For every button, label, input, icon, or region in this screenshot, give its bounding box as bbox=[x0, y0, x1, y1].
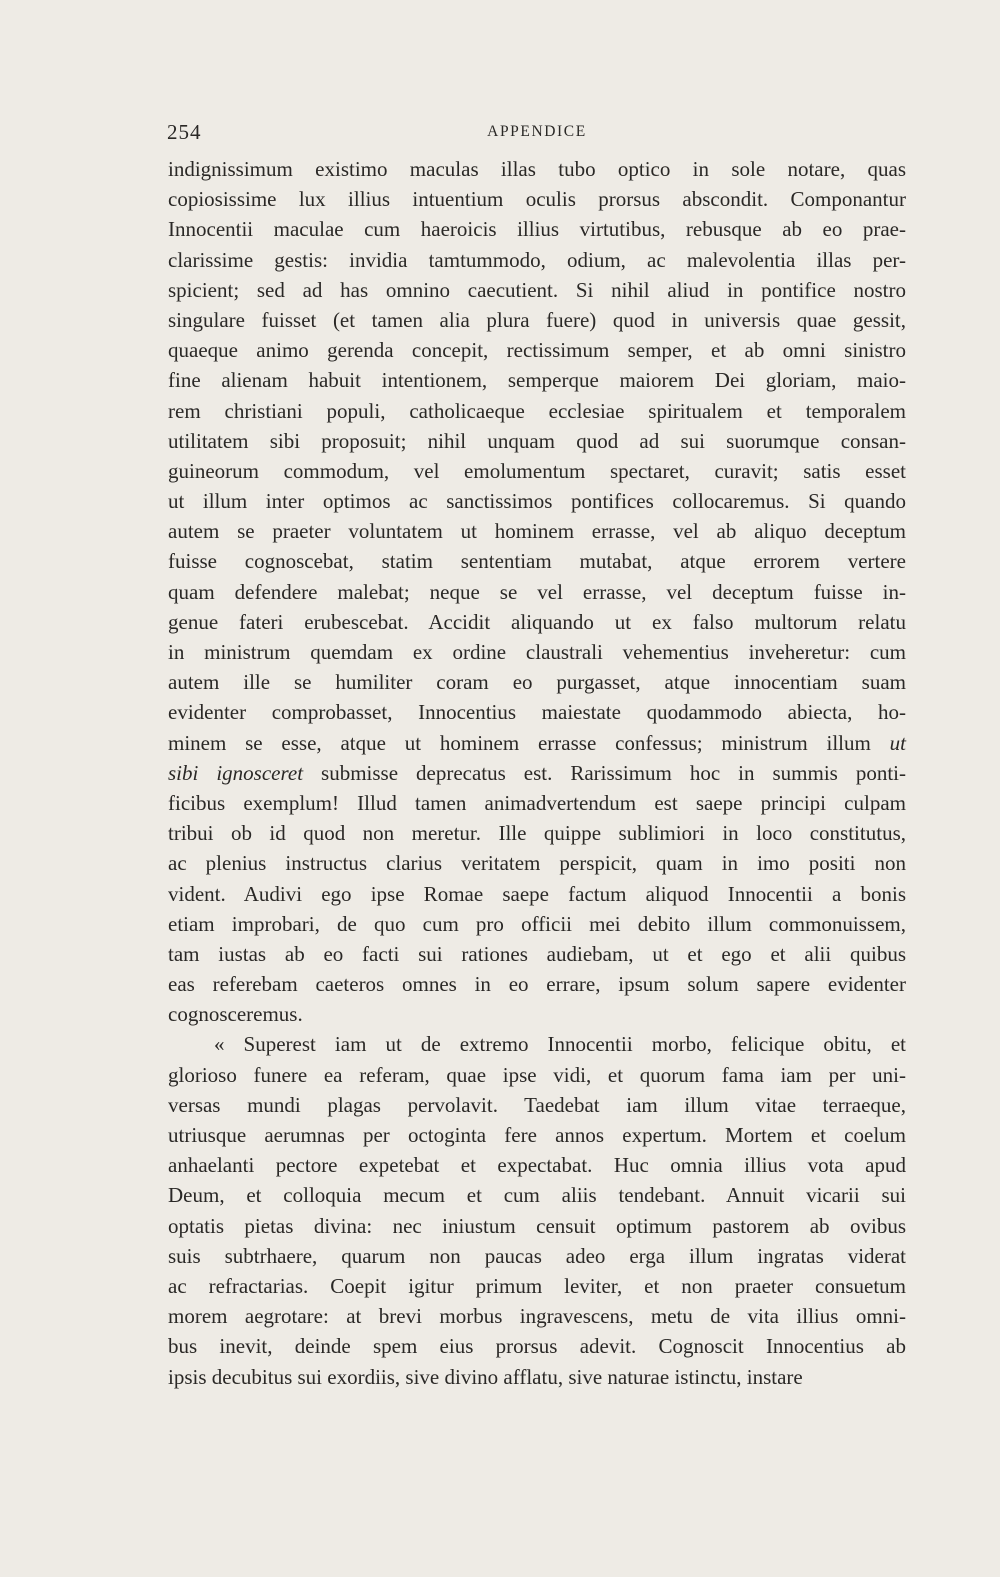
text-line bbox=[168, 667, 906, 697]
text-line bbox=[168, 486, 906, 516]
text-line bbox=[168, 1241, 906, 1271]
line-text: fine alienam habuit intentionem, semperque maiorem Dei gloriam, maio- bbox=[168, 368, 906, 393]
line-text: indignissimum existimo maculas illas tubo optico in sole notare, quas bbox=[168, 157, 906, 181]
text-line bbox=[168, 516, 906, 546]
text-line bbox=[168, 184, 906, 214]
text-line bbox=[168, 365, 906, 395]
text-line bbox=[168, 1271, 906, 1301]
line-text: bus inevit, deinde spem eius prorsus adevit. Cognoscit Innocentius ab bbox=[168, 1334, 906, 1359]
text-line bbox=[168, 1301, 906, 1331]
line-text: tam iustas ab eo facti sui rationes audiebam, ut et ego et alii quibus bbox=[168, 941, 906, 966]
running-title: APPENDICE bbox=[487, 123, 587, 140]
line-text: ac plenius instructus clarius veritatem perspicit, quam in imo positi non bbox=[168, 851, 906, 876]
text-line bbox=[168, 1150, 906, 1180]
line-text: Deum, et colloquia mecum et cum aliis tendebant. Annuit vicarii sui bbox=[168, 1183, 906, 1208]
italic-phrase: sibi ignosceret bbox=[168, 760, 304, 785]
text-line bbox=[168, 818, 906, 848]
text-line bbox=[168, 1090, 906, 1120]
text-line bbox=[168, 758, 906, 788]
line-text: utilitatem sibi proposuit; nihil unquam quod ad sui suorumque consan- bbox=[168, 428, 906, 453]
text-line bbox=[168, 1331, 906, 1361]
text-line bbox=[168, 879, 906, 909]
line-text: ipsis decubitus sui exordiis, sive divino afflatu, sive naturae istinctu, instare bbox=[168, 1364, 803, 1389]
line-text: glorioso funere ea referam, quae ipse vidi, et quorum fama iam per uni- bbox=[168, 1062, 906, 1087]
text-line bbox=[168, 1362, 906, 1392]
text-line bbox=[168, 154, 906, 184]
line-text: cognosceremus. bbox=[168, 1002, 303, 1027]
text-line bbox=[168, 848, 906, 878]
text-line bbox=[168, 245, 906, 275]
line-text: submisse deprecatus est. Rarissimum hoc in summis ponti- bbox=[303, 760, 906, 785]
line-text: ut illum inter optimos ac sanctissimos pontifices collocaremus. Si quando bbox=[168, 489, 906, 514]
line-text: tribui ob id quod non meretur. Ille quippe sublimiori in loco constitutus, bbox=[168, 821, 906, 846]
italic-phrase: ut bbox=[889, 730, 907, 755]
line-text: ac refractarias. Coepit igitur primum leviter, et non praeter consuetum bbox=[168, 1273, 906, 1298]
text-line bbox=[168, 1120, 906, 1150]
line-text: spicient; sed ad has omnino caecutient. Si nihil aliud in pontifice nostro bbox=[168, 277, 906, 302]
line-text: Innocentii maculae cum haeroicis illius virtutibus, rebusque ab eo prae- bbox=[168, 217, 906, 242]
line-text: suis subtrhaere, quarum non paucas adeo erga illum ingratas viderat bbox=[168, 1243, 906, 1268]
line-text: singulare fuisset (et tamen alia plura fuere) quod in universis quae gessit, bbox=[168, 307, 906, 332]
line-text: « Superest iam ut de extremo Innocentii morbo, felicique obitu, et bbox=[214, 1032, 906, 1057]
text-line bbox=[168, 969, 906, 999]
line-text: etiam improbari, de quo cum pro officii mei debito illum commonuissem, bbox=[168, 911, 906, 936]
text-line bbox=[168, 788, 906, 818]
line-text: quaeque animo gerenda concepit, rectissimum semper, et ab omni sinistro bbox=[168, 338, 906, 363]
line-text: eas referebam caeteros omnes in eo errare, ipsum solum sapere evidenter bbox=[168, 972, 906, 997]
text-line bbox=[168, 1180, 906, 1210]
line-text: utriusque aerumnas per octoginta fere annos expertum. Mortem et coelum bbox=[168, 1123, 906, 1147]
text-line bbox=[168, 1029, 906, 1059]
line-text: optatis pietas divina: nec iniustum censuit optimum pastorem ab ovibus bbox=[168, 1213, 906, 1238]
text-line bbox=[168, 909, 906, 939]
line-text: versas mundi plagas pervolavit. Taedebat iam illum vitae terraeque, bbox=[168, 1092, 906, 1117]
line-text: ficibus exemplum! Illud tamen animadvertendum est saepe principi culpam bbox=[168, 790, 906, 815]
line-text: in ministrum quemdam ex ordine claustrali vehementius inveheretur: cum bbox=[168, 640, 906, 664]
text-line bbox=[168, 396, 906, 426]
text-line bbox=[168, 577, 906, 607]
line-text: quam defendere malebat; neque se vel errasse, vel deceptum fuisse in- bbox=[168, 579, 906, 604]
text-line bbox=[168, 426, 906, 456]
text-line bbox=[168, 1211, 906, 1241]
text-line bbox=[168, 637, 906, 667]
line-text: guineorum commodum, vel emolumentum spectaret, curavit; satis esset bbox=[168, 458, 906, 483]
text-line bbox=[168, 697, 906, 727]
line-text: anhaelanti pectore expetebat et expectabat. Huc omnia illius vota apud bbox=[168, 1153, 906, 1178]
line-text: evidenter comprobasset, Innocentius maiestate quodammodo abiecta, ho- bbox=[168, 700, 906, 725]
text-line bbox=[168, 305, 906, 335]
line-text: rem christiani populi, catholicaeque ecclesiae spiritualem et temporalem bbox=[168, 398, 906, 423]
line-text: vident. Audivi ego ipse Romae saepe factum aliquod Innocentii a bonis bbox=[168, 881, 906, 906]
line-text: autem se praeter voluntatem ut hominem errasse, vel ab aliquo deceptum bbox=[168, 519, 906, 544]
text-line bbox=[168, 1060, 906, 1090]
running-head bbox=[167, 120, 907, 146]
line-text: minem se esse, atque ut hominem errasse confessus; ministrum illum bbox=[168, 730, 871, 755]
body-text bbox=[168, 154, 906, 1392]
text-line bbox=[168, 456, 906, 486]
text-line bbox=[168, 939, 906, 969]
line-text: copiosissime lux illius intuentium oculis prorsus abscondit. Componantur bbox=[168, 187, 906, 212]
line-text: fuisse cognoscebat, statim sententiam mutabat, atque errorem vertere bbox=[168, 549, 906, 574]
text-line bbox=[168, 999, 906, 1029]
text-line bbox=[168, 546, 906, 576]
line-text: genue fateri erubescebat. Accidit aliquando ut ex falso multorum relatu bbox=[168, 609, 906, 634]
line-text: morem aegrotare: at brevi morbus ingravescens, metu de vita illius omni- bbox=[168, 1304, 906, 1329]
page-number: 254 bbox=[167, 120, 202, 144]
text-line bbox=[168, 275, 906, 305]
text-line bbox=[168, 607, 906, 637]
text-line bbox=[168, 335, 906, 365]
line-text: clarissime gestis: invidia tamtummodo, odium, ac malevolentia illas per- bbox=[168, 247, 906, 272]
line-text: autem ille se humiliter coram eo purgasset, atque innocentiam suam bbox=[168, 670, 906, 695]
text-line bbox=[168, 728, 906, 758]
text-line bbox=[168, 214, 906, 244]
